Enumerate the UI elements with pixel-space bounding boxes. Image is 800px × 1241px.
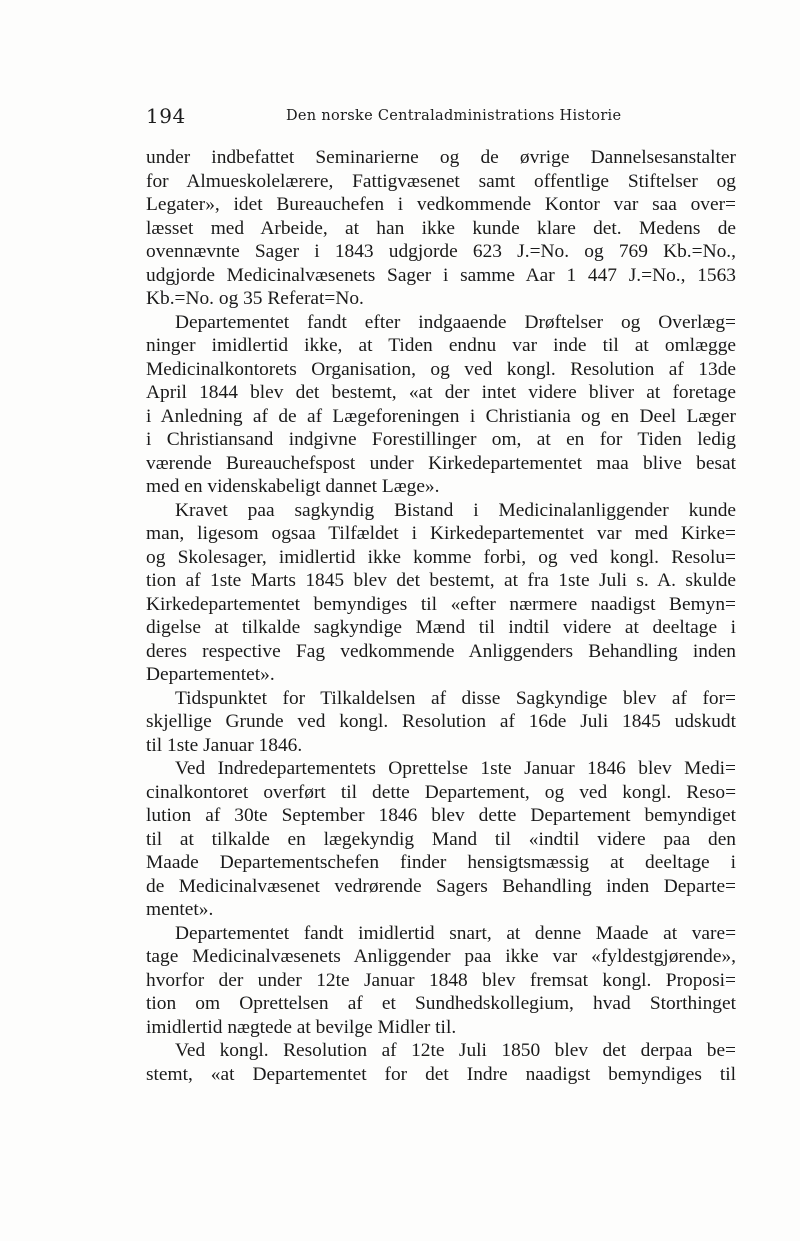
text-line: man, ligesom ogsaa Tilfældet i Kirkedepartementet var med Kirke= (146, 523, 736, 544)
text-line: Ved kongl. Resolution af 12te Juli 1850 blev det derpaa be= (175, 1040, 736, 1061)
text-line: Tidspunktet for Tilkaldelsen af disse Sagkyndige blev af for= (175, 687, 736, 709)
text-line: til at tilkalde en lægekyndig Mand til «indtil videre paa den (146, 828, 736, 850)
text-line: Kb.=No. og 35 Referat=No. (146, 288, 364, 309)
text-line: Departementet fandt efter indgaaende Drøftelser og Overlæg= (175, 311, 736, 333)
paragraph (146, 687, 736, 758)
paragraph (146, 146, 736, 311)
text-line: deres respective Fag vedkommende Anliggenders Behandling inden (146, 640, 736, 662)
paragraph (146, 1039, 736, 1086)
text-line: læsset med Arbeide, at han ikke kunde klare det. Medens de (146, 217, 736, 239)
text-line: Medicinalkontorets Organisation, og ved kongl. Resolution af 13de (146, 358, 736, 380)
text-line: ovennævnte Sager i 1843 udgjorde 623 J.=No. og 769 Kb.=No., (146, 241, 736, 262)
text-line: Legater», idet Bureauchefen i vedkommende Kontor var saa over= (146, 194, 736, 215)
text-line: digelse at tilkalde sagkyndige Mænd til indtil videre at deeltage i (146, 617, 736, 638)
text-line: tion af 1ste Marts 1845 blev det bestemt, at fra 1ste Juli s. A. skulde (146, 570, 736, 591)
text-line: stemt, «at Departementet for det Indre naadigst bemyndiges til (146, 1063, 736, 1085)
text-line: i Anledning af de af Lægeforeningen i Christiania og en Deel Læger (146, 405, 736, 427)
text-line: Maade Departementschefen finder hensigtsmæssig at deeltage i (146, 852, 736, 873)
text-line: Departementet fandt imidlertid snart, at denne Maade at vare= (175, 922, 736, 944)
text-line: cinalkontoret overført til dette Departement, og ved kongl. Reso= (146, 781, 736, 803)
paragraph (146, 499, 736, 687)
running-title: Den norske Centraladministrations Historie (286, 108, 622, 124)
text-line: April 1844 blev det bestemt, «at der intet videre bliver at foretage (146, 382, 736, 403)
paragraph (146, 311, 736, 499)
text-line: skjellige Grunde ved kongl. Resolution af 16de Juli 1845 udskudt (146, 711, 736, 732)
text-line: for Almueskolelærere, Fattigvæsenet samt offentlige Stiftelser og (146, 170, 736, 192)
text-line: Kravet paa sagkyndig Bistand i Medicinalanliggender kunde (175, 499, 736, 521)
body-text (146, 146, 736, 1086)
text-line: Departementet». (146, 664, 275, 685)
text-line: tion om Oprettelsen af et Sundhedskollegium, hvad Storthinget (146, 993, 736, 1014)
text-line: hvorfor der under 12te Januar 1848 blev fremsat kongl. Proposi= (146, 969, 736, 991)
text-line: imidlertid nægtede at bevilge Midler til. (146, 1016, 457, 1038)
text-line: lution af 30te September 1846 blev dette Departement bemyndiget (146, 805, 736, 826)
text-line: med en videnskabeligt dannet Læge». (146, 476, 440, 497)
text-line: udgjorde Medicinalvæsenets Sager i samme Aar 1 447 J.=No., 1563 (146, 264, 736, 286)
paragraph (146, 757, 736, 922)
text-line: mentet». (146, 899, 214, 920)
text-line: værende Bureauchefspost under Kirkedepartementet maa blive besat (146, 452, 736, 474)
text-line: de Medicinalvæsenet vedrørende Sagers Behandling inden Departe= (146, 875, 736, 897)
text-line: Ved Indredepartementets Oprettelse 1ste Januar 1846 blev Medi= (175, 758, 736, 779)
text-line: til 1ste Januar 1846. (146, 734, 303, 756)
page-header (146, 104, 740, 134)
paragraph (146, 922, 736, 1040)
text-line: under indbefattet Seminarierne og de øvrige Dannelsesanstalter (146, 147, 736, 168)
page-number: 194 (146, 104, 186, 128)
text-line: og Skolesager, imidlertid ikke komme forbi, og ved kongl. Resolu= (146, 546, 736, 568)
text-line: i Christiansand indgivne Forestillinger om, at en for Tiden ledig (146, 429, 736, 450)
text-line: Kirkedepartementet bemyndiges til «efter nærmere naadigst Bemyn= (146, 593, 736, 615)
text-line: tage Medicinalvæsenets Anliggender paa ikke var «fyldestgjørende», (146, 946, 736, 967)
text-line: ninger imidlertid ikke, at Tiden endnu var inde til at omlægge (146, 335, 736, 356)
